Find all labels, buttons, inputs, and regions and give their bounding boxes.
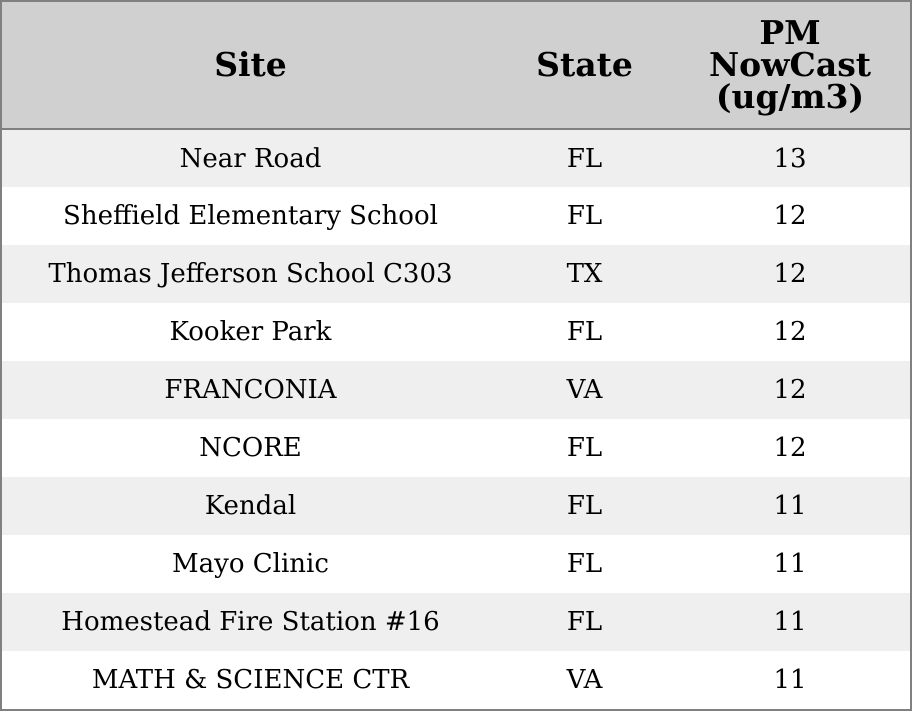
table-body bbox=[2, 129, 910, 709]
cell-state: FL bbox=[566, 201, 603, 231]
cell-site: MATH & SCIENCE CTR bbox=[91, 665, 410, 695]
cell-pm-nowcast: 12 bbox=[773, 375, 807, 405]
column-header-pm-nowcast bbox=[670, 2, 910, 129]
table-header bbox=[2, 2, 910, 129]
cell-pm-nowcast: 11 bbox=[773, 491, 807, 521]
cell-site: Homestead Fire Station #16 bbox=[61, 607, 440, 637]
column-header-site: Site bbox=[2, 2, 499, 129]
cell-site: FRANCONIA bbox=[164, 375, 337, 405]
cell-site: Mayo Clinic bbox=[172, 549, 329, 579]
table-row bbox=[2, 187, 910, 245]
header-row bbox=[2, 2, 910, 129]
table-row bbox=[2, 361, 910, 419]
column-header-state: State bbox=[499, 2, 670, 129]
cell-state: VA bbox=[566, 375, 603, 405]
cell-state: FL bbox=[566, 317, 603, 347]
cell-state: FL bbox=[566, 143, 603, 174]
table-row bbox=[2, 651, 910, 709]
cell-state: TX bbox=[566, 259, 603, 289]
header-line: NowCast bbox=[708, 45, 872, 84]
cell-site: NCORE bbox=[199, 433, 302, 463]
header-line: (ug/m3) bbox=[715, 77, 865, 116]
table-row bbox=[2, 303, 910, 361]
cell-pm-nowcast: 12 bbox=[773, 259, 807, 289]
table-row bbox=[2, 245, 910, 303]
data-table bbox=[2, 2, 910, 709]
cell-pm-nowcast: 11 bbox=[773, 549, 807, 579]
cell-site: Sheffield Elementary School bbox=[63, 201, 438, 231]
cell-pm-nowcast: 11 bbox=[773, 607, 807, 637]
table-row bbox=[2, 477, 910, 535]
cell-site: Near Road bbox=[179, 143, 322, 174]
cell-pm-nowcast: 11 bbox=[773, 665, 807, 695]
cell-pm-nowcast: 12 bbox=[773, 433, 807, 463]
cell-site: Thomas Jefferson School C303 bbox=[48, 259, 453, 289]
cell-pm-nowcast: 12 bbox=[773, 201, 807, 231]
cell-pm-nowcast: 13 bbox=[773, 143, 807, 174]
table-row bbox=[2, 593, 910, 651]
cell-site: Kendal bbox=[204, 491, 297, 521]
cell-state: VA bbox=[566, 665, 603, 695]
table-row bbox=[2, 535, 910, 593]
cell-site: Kooker Park bbox=[169, 317, 332, 347]
table-row bbox=[2, 129, 910, 187]
cell-pm-nowcast: 12 bbox=[773, 317, 807, 347]
cell-state: FL bbox=[566, 549, 603, 579]
table-row bbox=[2, 419, 910, 477]
cell-state: FL bbox=[566, 491, 603, 521]
cell-state: FL bbox=[566, 607, 603, 637]
header-line: PM bbox=[759, 13, 821, 52]
cell-state: FL bbox=[566, 433, 603, 463]
